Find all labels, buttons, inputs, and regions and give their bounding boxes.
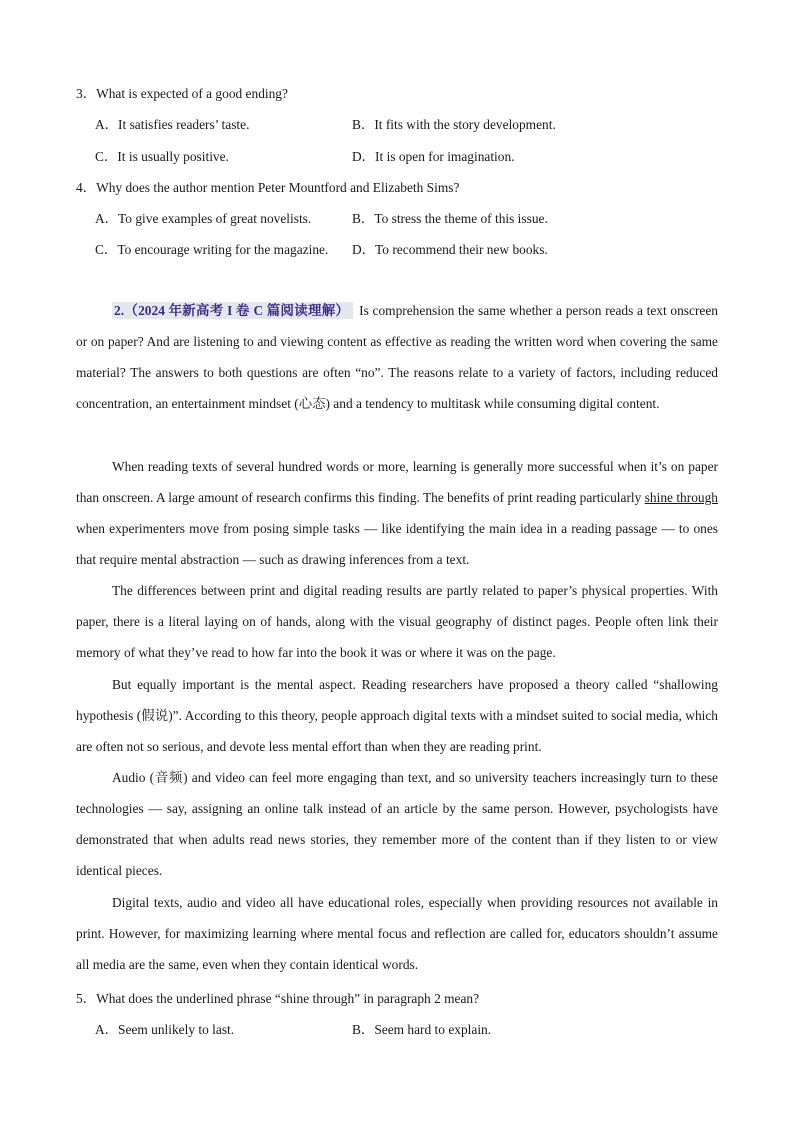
passage-paragraph-2 [76,451,718,575]
question-5-stem: 5．What does the underlined phrase “shine through” in paragraph 2 mean? [76,991,480,1006]
passage-paragraph-3: The differences between print and digital reading results are partly related to paper’s physical properties. With paper, there is a literal laying on of hands, along with the visual geography of distinct pages. People often link their memory of what they’ve read to how far into the book it was or where it was on the page. [76,583,718,661]
passage-paragraph-6: Digital texts, audio and video all have educational roles, especially when providing resources not available in print. However, for maximizing learning where mental focus and reflection are called for, educators shouldn’t assume all media are the same, even when they contain identical words. [76,895,718,973]
question-5-option-b: B．Seem hard to explain. [352,1022,492,1037]
question-3-stem: 3．What is expected of a good ending? [76,86,288,101]
question-3-option-a: A．It satisfies readers’ taste. [95,117,250,132]
passage-paragraph-1-text: Is comprehension the same whether a person reads a text onscreen or on paper? And are listening to and viewing content as effective as reading the written word when covering the same material? The answers to both questions are often “no”. The reasons relate to a variety of factors, including reduced concentration, an entertainment mindset (心态) and a tendency to multitask while consuming digital content. [76,303,718,412]
question-4-stem: 4．Why does the author mention Peter Mountford and Elizabeth Sims? [76,180,460,195]
passage-paragraph-4: But equally important is the mental aspect. Reading researchers have proposed a theory called “shallowing hypothesis (假说)”. According to this theory, people approach digital texts with a mindset suited to social media, which are often not so serious, and devote less mental effort than when they are reading print. [76,677,718,755]
question-3-option-d: D．It is open for imagination. [352,149,515,164]
question-4-option-b: B．To stress the theme of this issue. [352,211,548,226]
question-3-option-c: C．It is usually positive. [95,149,229,164]
question-4-option-c: C．To encourage writing for the magazine. [95,242,329,257]
passage-paragraph-1 [76,295,718,419]
passage-paragraph-5: Audio (音频) and video can feel more engaging than text, and so university teachers increasingly turn to these technologies — say, assigning an online talk instead of an article by the same person. However, psychologists have demonstrated that when adults read news stories, they remember more of the content than if they listen to or view identical pieces. [76,770,718,879]
passage-paragraph-2-text-a: When reading texts of several hundred words or more, learning is generally more successful when it’s on paper than onscreen. A large amount of research confirms this finding. The benefits of print reading particularly [76,459,718,506]
question-5-option-a: A．Seem unlikely to last. [95,1022,235,1037]
question-4-option-a: A．To give examples of great novelists. [95,211,312,226]
passage-paragraph-2-text-b: when experimenters move from posing simple tasks — like identifying the main idea in a reading passage — to ones that require mental abstraction — such as drawing inferences from a text. [76,521,718,568]
passage-heading: 2.（2024 年新高考 I 卷 C 篇阅读理解） [112,302,353,319]
underlined-phrase: shine through [644,490,718,506]
question-4-option-d: D．To recommend their new books. [352,242,548,257]
question-3-option-b: B．It fits with the story development. [352,117,556,132]
